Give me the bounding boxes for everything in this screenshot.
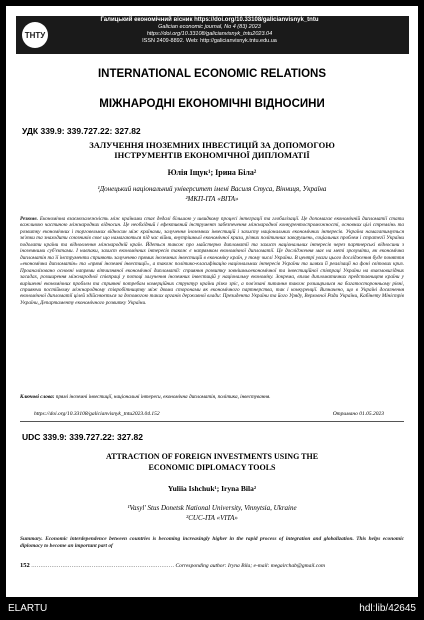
- udk-ua: УДК 339.9: 339.727.22: 327.82: [22, 126, 141, 136]
- affiliations-en: [26, 503, 398, 523]
- header-line-2: Galician economic journal, No 4 (83) 2023: [158, 24, 261, 30]
- divider: [20, 421, 404, 422]
- journal-header: [16, 16, 409, 54]
- section-title-en: INTERNATIONAL ECONOMIC RELATIONS: [97, 68, 327, 80]
- section-title-ua: МІЖНАРОДНІ ЕКОНОМІЧНІ ВІДНОСИНИ: [99, 98, 325, 110]
- affiliation-en-1: ¹Vasyl' Stus Donetsk National University, Vinnytsia, Ukraine: [127, 504, 297, 512]
- article-title-ua-line-1: ЗАЛУЧЕННЯ ІНОЗЕМНИХ ІНВЕСТИЦІЙ ЗА ДОПОМОГОЮ: [89, 140, 335, 150]
- abstract-text: Економічна взаємозалежність між країнами стає дедалі більшою у швидкому процесі інтеграції та глобалізації. Це допомагає економічній дипломатії стати важливою частиною міжнародних відносин. Це необхідний і ефективний інструмент забезпечення міжнародної конкурентоспроможності, основних цілі стремлінь та розвитку економічних і торговельних відносин між країнами, залучення іноземних інвестицій і захисту національних економічних інтересів. Україна намагатимуться зв'язки та знаходити союзників своє що намагаються під час війни, внутрішньої економічної кризи, різних політичних заворушень, соціальних проблем і стратегії України подолати країни та відновлення міжнародній країн. Йдеться також про майстерно дипломатії та захист національних інтересів через партнерські відносини з іноземними суб'єктами. І навпаки, захист економічних інтересів також є напрямком економічної дипломатії. Це дослідження має на меті зрозуміти, як економічна дипломатія та її інструменти сприяють залученню прямих іноземних інвестицій в економіку країн, у тому числі України. В центрі уваги цього дослідження буде поняття «економічна дипломатія» та «прямі іноземні інвестиції», а також політико-класифікацію національних інтересів України та шляхи її реалізації на фоні світових криз. Проаналізовано основні напрями вітчизняної економічної дипломатії: сприяння розвитку зовнішньоекономічної та інвестиційної співпраці України на взаємовигідних засадах, розширення міжнародної співпраці у потоці залучення іноземних інвестицій у національну економіку. Зокрема, вплив дипломатичних представництв країни у вирішенні економічних проблем та сприянні потребам комерційних структур країни різко зріс, а пов'язані питання також розширилися на багатосторонньому рівні, сприяючи постійному міжнародному співробітництву між двома сторонами як економічного партнерства, так і конкуренції. Визначено, що в Україні досягнення економічної дипломатії цілей здійснюється за допомогою таких органів державної влади: Президента України та його Уряду, Верховної Ради України, Кабінету Міністрів України, Департаменту економічного розвитку України.: [20, 216, 404, 306]
- keywords-ua: [20, 394, 404, 401]
- article-title-en-line-2: ECONOMIC DIPLOMACY TOOLS: [148, 463, 276, 472]
- header-line-4: ISSN 2409-8892. Web: http://galicianvisnyk.tntu.edu.ua: [142, 38, 277, 44]
- doi-link[interactable]: https://doi.org/10.33108/galicianvisnyk_tntu2023.04.152: [34, 411, 160, 417]
- page-number: 152: [20, 562, 30, 569]
- affiliation-ua-2: ²МКП-ІТА «ВІТА»: [185, 195, 239, 203]
- received-date: Отримано 01.05.2023: [332, 411, 384, 417]
- article-title-ua: [26, 140, 398, 160]
- abstract-ua: [20, 216, 404, 392]
- affiliation-en-2: ²CUC-ITA «VITA»: [186, 514, 238, 522]
- footer-dots: ……………………………………………………………………: [31, 563, 175, 569]
- keywords-label: Ключові слова:: [20, 394, 55, 400]
- summary-en: [20, 536, 404, 550]
- article-title-en-line-1: ATTRACTION OF FOREIGN INVESTMENTS USING THE: [105, 452, 319, 461]
- article-title-ua-line-2: ІНСТРУМЕНТІВ ЕКОНОМІЧНОЇ ДИПЛОМАТІЇ: [114, 150, 310, 160]
- handle-id: hdl:lib/42645: [359, 603, 416, 614]
- keywords-text: прямі іноземні інвестиції, національні інтереси, економічна дипломатія, політика, інвестування.: [55, 394, 271, 400]
- summary-label: Summary.: [20, 536, 43, 542]
- article-title-en: [26, 451, 398, 473]
- authors-en: Yuliia Ishchuk¹; Iryna Bila²: [167, 484, 257, 493]
- journal-logo: ТНТУ: [22, 22, 48, 48]
- udc-en: UDC 339.9: 339.727.22: 327.82: [22, 432, 143, 442]
- abstract-label: Резюме.: [20, 216, 38, 222]
- header-line-3: https://doi.org/10.33108/galicianvisnyk_tntu2023.04: [146, 31, 273, 37]
- affiliations-ua: [26, 184, 398, 204]
- repository-name: ELARTU: [8, 603, 48, 614]
- repository-bar: [0, 598, 424, 620]
- authors-ua: Юлія Іщук¹; Ірина Біла²: [167, 168, 257, 177]
- header-line-1: Галицький економічний вісник https://doi.org/10.33108/galicianvisnyk_tntu: [100, 17, 319, 23]
- affiliation-ua-1: ¹Донецький національний університет імені Василя Стуса, Вінниця, Україна: [97, 185, 327, 193]
- summary-text: Economic interdependence between countries is becoming increasingly higher in the rapid process of integration and globalization. This helps economic diplomacy to become an important part of: [20, 536, 404, 549]
- page-footer: [20, 562, 404, 569]
- corresponding-author: Corresponding author: Iryna Bila; e-mail: megairchab@gmail.com: [175, 563, 325, 569]
- journal-page: [6, 6, 418, 597]
